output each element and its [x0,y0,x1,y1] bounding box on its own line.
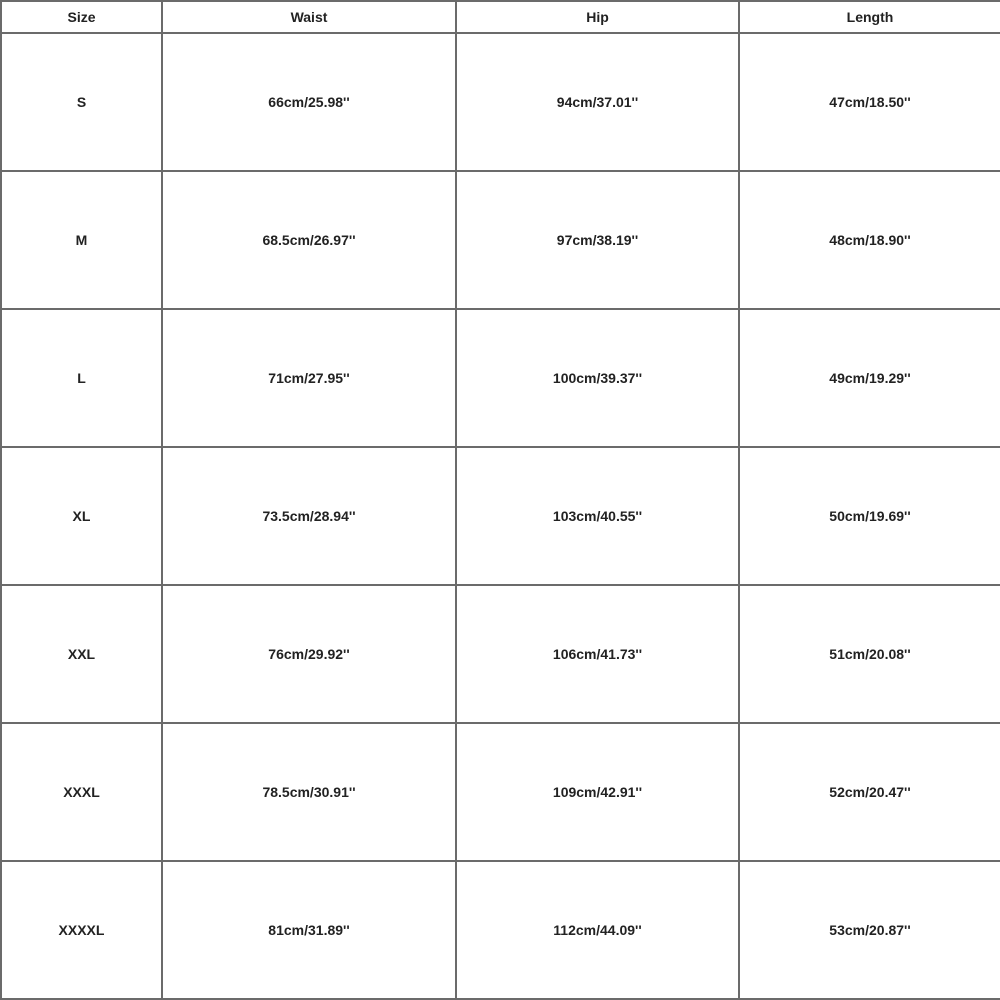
cell-length: 49cm/19.29'' [739,309,1000,447]
header-size: Size [1,1,162,33]
header-waist: Waist [162,1,456,33]
cell-waist: 78.5cm/30.91'' [162,723,456,861]
table-row [1,33,1000,171]
header-row [1,1,1000,33]
table-row [1,861,1000,999]
table-header [1,1,1000,33]
cell-length: 47cm/18.50'' [739,33,1000,171]
cell-hip: 103cm/40.55'' [456,447,739,585]
cell-waist: 66cm/25.98'' [162,33,456,171]
cell-waist: 81cm/31.89'' [162,861,456,999]
cell-length: 50cm/19.69'' [739,447,1000,585]
table-row [1,585,1000,723]
cell-length: 53cm/20.87'' [739,861,1000,999]
cell-waist: 76cm/29.92'' [162,585,456,723]
table-body [1,33,1000,999]
cell-size: XXXL [1,723,162,861]
cell-hip: 112cm/44.09'' [456,861,739,999]
cell-waist: 71cm/27.95'' [162,309,456,447]
cell-size: XXXXL [1,861,162,999]
cell-hip: 109cm/42.91'' [456,723,739,861]
table-row [1,447,1000,585]
cell-waist: 73.5cm/28.94'' [162,447,456,585]
cell-length: 48cm/18.90'' [739,171,1000,309]
cell-size: XXL [1,585,162,723]
cell-hip: 97cm/38.19'' [456,171,739,309]
table-row [1,171,1000,309]
cell-waist: 68.5cm/26.97'' [162,171,456,309]
cell-length: 52cm/20.47'' [739,723,1000,861]
cell-size: XL [1,447,162,585]
cell-length: 51cm/20.08'' [739,585,1000,723]
table-row [1,309,1000,447]
header-length: Length [739,1,1000,33]
cell-hip: 94cm/37.01'' [456,33,739,171]
table-row [1,723,1000,861]
cell-hip: 106cm/41.73'' [456,585,739,723]
cell-size: L [1,309,162,447]
header-hip: Hip [456,1,739,33]
cell-size: S [1,33,162,171]
cell-hip: 100cm/39.37'' [456,309,739,447]
cell-size: M [1,171,162,309]
